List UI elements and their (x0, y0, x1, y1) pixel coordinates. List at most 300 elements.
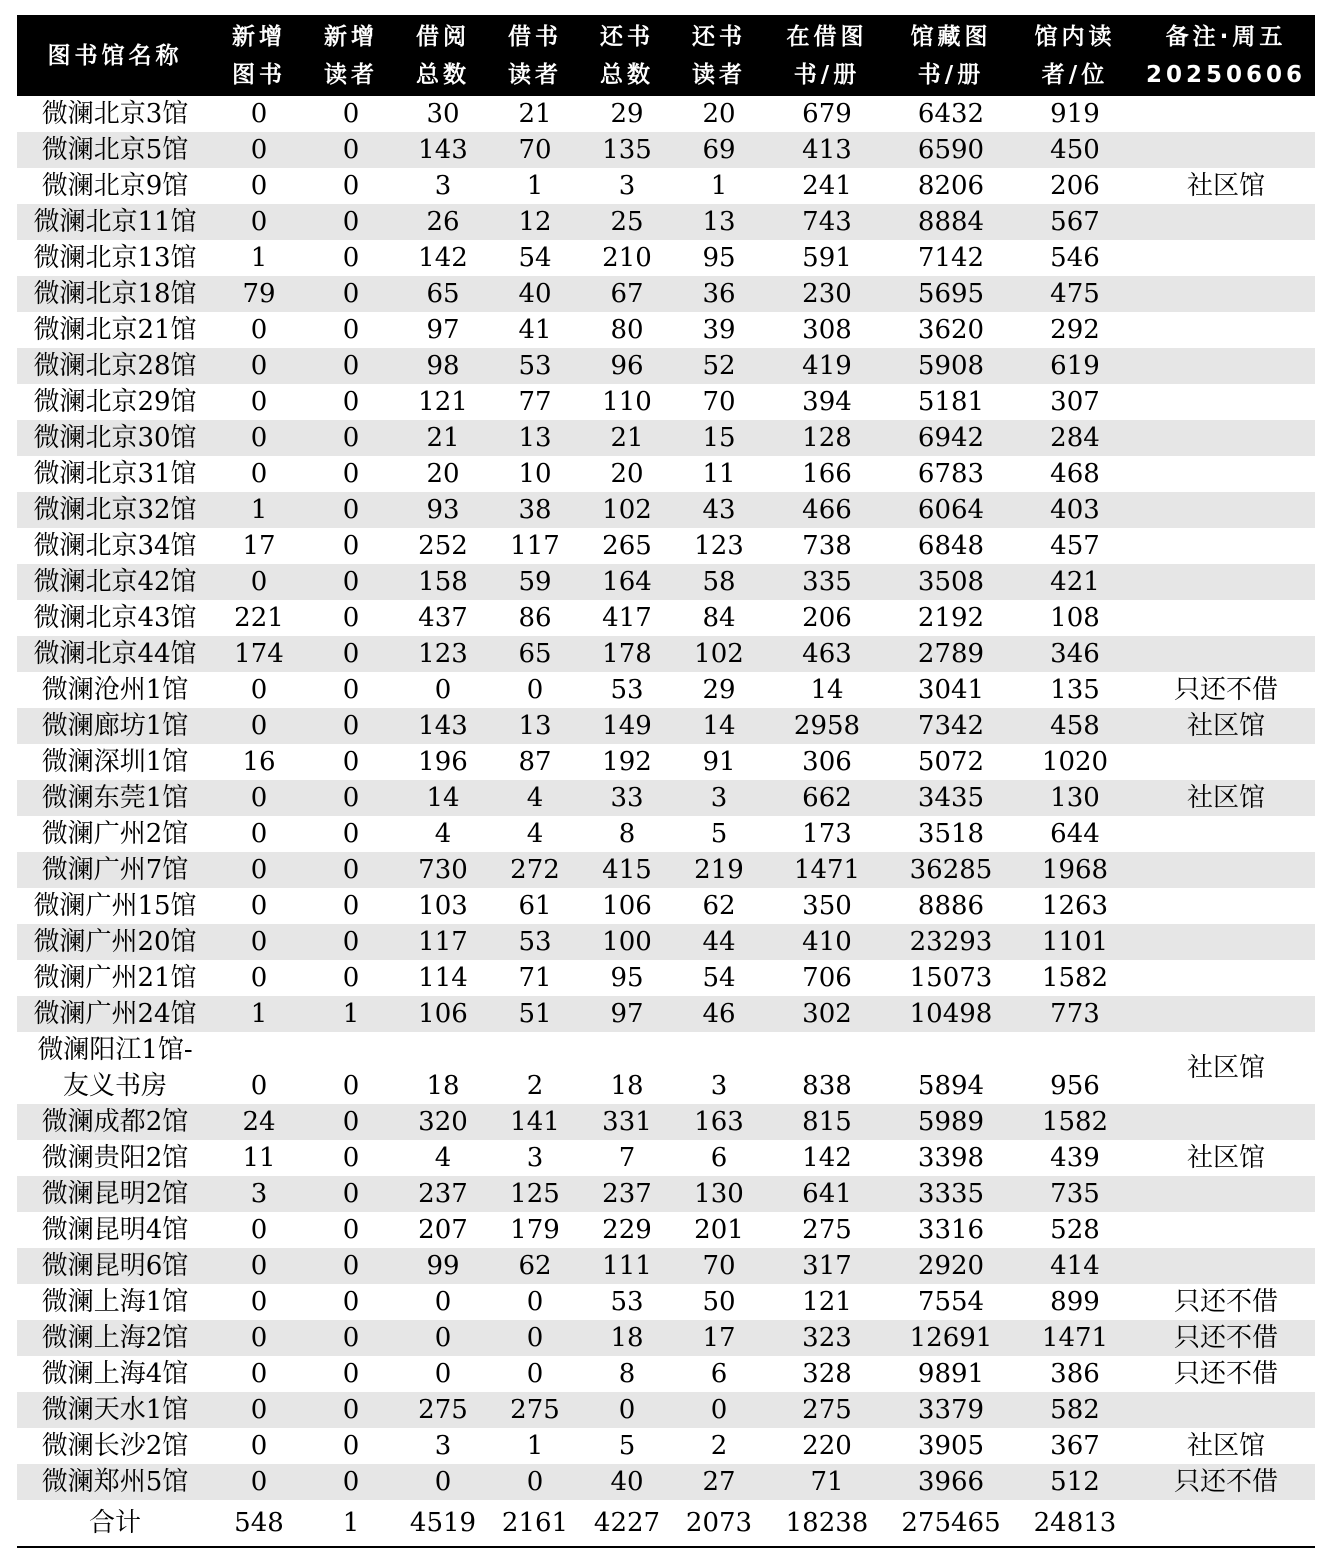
value-cell: 0 (250, 1359, 268, 1389)
value-cell: 5989 (889, 1104, 1013, 1140)
value-cell: 306 (802, 747, 852, 777)
value-cell: 367 (1050, 1431, 1100, 1461)
value-cell: 58 (673, 564, 765, 600)
value-cell: 0 (305, 1248, 397, 1284)
value-cell: 117 (397, 924, 489, 960)
library-name: 微澜北京13馆 (33, 243, 197, 273)
library-name-cell (17, 1104, 213, 1140)
column-header-line: 借书 (508, 23, 562, 50)
table-row (17, 168, 1315, 204)
value-cell: 1 (526, 171, 544, 201)
value-cell: 59 (489, 564, 581, 600)
total-value-cell: 24813 (1013, 1500, 1137, 1547)
table-row (17, 276, 1315, 312)
value-cell: 415 (581, 852, 673, 888)
value-cell: 207 (418, 1215, 468, 1245)
value-cell: 386 (1050, 1359, 1100, 1389)
library-name-cell (17, 1248, 213, 1284)
value-cell: 143 (397, 708, 489, 744)
value-cell: 0 (213, 204, 305, 240)
value-cell: 241 (802, 171, 852, 201)
value-cell: 307 (1050, 387, 1100, 417)
value-cell: 237 (397, 1176, 489, 1212)
library-name: 微澜北京43馆 (33, 603, 197, 633)
value-cell: 0 (213, 780, 305, 816)
value-cell: 3518 (917, 819, 985, 849)
column-header-line: 书/册 (793, 61, 861, 88)
value-cell: 8 (618, 819, 636, 849)
value-cell: 86 (518, 603, 552, 633)
value-cell: 1968 (1013, 852, 1137, 888)
note-cell (1137, 744, 1315, 780)
value-cell: 0 (342, 603, 360, 633)
value-cell: 437 (418, 603, 468, 633)
table-row (17, 636, 1315, 672)
value-cell: 0 (342, 171, 360, 201)
value-cell: 50 (702, 1287, 736, 1317)
value-cell: 0 (305, 924, 397, 960)
value-cell: 3316 (917, 1215, 985, 1245)
value-cell: 114 (418, 963, 468, 993)
value-cell: 0 (673, 1392, 765, 1428)
value-cell: 52 (673, 348, 765, 384)
value-cell: 21 (518, 99, 552, 129)
value-cell: 417 (602, 603, 652, 633)
library-name-cell (17, 384, 213, 420)
value-cell: 0 (342, 819, 360, 849)
library-name-cell (17, 960, 213, 996)
column-header-line: 读者 (508, 61, 562, 88)
value-cell: 0 (526, 675, 544, 705)
value-cell: 414 (1013, 1248, 1137, 1284)
library-name: 微澜成都2馆 (41, 1107, 189, 1137)
column-header-line: 图书 (232, 61, 286, 88)
library-name: 微澜深圳1馆 (41, 747, 189, 777)
value-cell: 421 (1013, 564, 1137, 600)
value-cell: 0 (526, 1287, 544, 1317)
table-row (17, 1176, 1315, 1212)
value-cell: 275 (765, 1392, 889, 1428)
column-header-line: 20250606 (1145, 61, 1307, 88)
value-cell: 7554 (917, 1287, 985, 1317)
value-cell: 292 (1050, 315, 1100, 345)
column-header (213, 15, 305, 96)
value-cell: 18 (581, 1320, 673, 1356)
value-cell: 0 (213, 564, 305, 600)
value-cell: 3041 (917, 675, 985, 705)
value-cell: 98 (397, 348, 489, 384)
value-cell: 730 (397, 852, 489, 888)
value-cell: 11 (702, 459, 736, 489)
value-cell: 335 (765, 564, 889, 600)
value-cell: 46 (673, 996, 765, 1032)
value-cell: 0 (305, 276, 397, 312)
value-cell: 466 (765, 492, 889, 528)
value-cell: 5072 (917, 747, 985, 777)
library-name-cell (17, 168, 213, 204)
library-name: 微澜广州15馆 (33, 891, 197, 921)
note-cell: 社区馆 (1186, 1053, 1265, 1083)
value-cell: 0 (305, 204, 397, 240)
table-row (17, 240, 1315, 276)
note-cell (1137, 600, 1315, 636)
table-row (17, 1212, 1315, 1248)
library-name: 微澜北京5馆 (41, 135, 189, 165)
value-cell: 0 (305, 132, 397, 168)
value-cell: 38 (489, 492, 581, 528)
library-name-cell (17, 1212, 213, 1248)
value-cell: 4 (526, 819, 544, 849)
table-row (17, 1104, 1315, 1140)
value-cell: 95 (610, 963, 644, 993)
value-cell: 0 (434, 1359, 452, 1389)
note-cell: 社区馆 (1137, 780, 1315, 816)
value-cell: 4 (489, 780, 581, 816)
note-cell (1137, 1104, 1315, 1140)
value-cell: 0 (213, 1248, 305, 1284)
column-header (17, 15, 213, 96)
column-header-line: 图书馆名称 (47, 42, 183, 69)
value-cell: 142 (802, 1143, 852, 1173)
value-cell: 174 (213, 636, 305, 672)
value-cell: 1101 (1013, 924, 1137, 960)
library-name: 微澜昆明4馆 (41, 1215, 189, 1245)
library-name: 微澜北京9馆 (41, 171, 189, 201)
value-cell: 106 (397, 996, 489, 1032)
value-cell: 6942 (889, 420, 1013, 456)
value-cell: 40 (581, 1464, 673, 1500)
value-cell: 1 (526, 1431, 544, 1461)
library-name-cell (17, 888, 213, 924)
library-name-cell (17, 852, 213, 888)
value-cell: 210 (602, 243, 652, 273)
value-cell: 838 (802, 1071, 852, 1101)
value-cell: 8 (618, 1359, 636, 1389)
library-stats-table (17, 15, 1315, 1548)
value-cell: 619 (1013, 348, 1137, 384)
value-cell: 5695 (889, 276, 1013, 312)
value-cell: 26 (397, 204, 489, 240)
value-cell: 0 (250, 315, 268, 345)
value-cell: 3435 (889, 780, 1013, 816)
value-cell: 9891 (917, 1359, 985, 1389)
library-name: 微澜广州21馆 (33, 963, 197, 993)
value-cell: 24 (213, 1104, 305, 1140)
value-cell: 0 (342, 1143, 360, 1173)
value-cell: 3966 (889, 1464, 1013, 1500)
value-cell: 77 (518, 387, 552, 417)
value-cell: 1471 (765, 852, 889, 888)
library-name: 微澜廊坊1馆 (41, 711, 189, 741)
library-name: 微澜北京34馆 (33, 531, 197, 561)
value-cell: 899 (1050, 1287, 1100, 1317)
value-cell: 65 (489, 636, 581, 672)
value-cell: 41 (518, 315, 552, 345)
total-row (17, 1500, 1315, 1547)
value-cell: 0 (250, 171, 268, 201)
value-cell: 0 (213, 420, 305, 456)
value-cell: 20 (702, 99, 736, 129)
value-cell: 591 (802, 243, 852, 273)
total-value-cell: 548 (213, 1500, 305, 1547)
value-cell: 108 (1050, 603, 1100, 633)
table-row (17, 1392, 1315, 1428)
value-cell: 121 (802, 1287, 852, 1317)
table-row (17, 1248, 1315, 1284)
total-value-cell: 275465 (889, 1500, 1013, 1547)
library-name-cell (17, 1356, 213, 1392)
library-name: 微澜天水1馆 (41, 1395, 189, 1425)
value-cell: 567 (1013, 204, 1137, 240)
table-row (17, 312, 1315, 348)
library-name: 微澜北京3馆 (41, 99, 189, 129)
value-cell: 25 (581, 204, 673, 240)
value-cell: 546 (1050, 243, 1100, 273)
value-cell: 221 (234, 603, 284, 633)
value-cell: 0 (434, 675, 452, 705)
note-cell (1137, 1176, 1315, 1212)
header-row (17, 15, 1315, 96)
library-name: 微澜上海2馆 (41, 1323, 189, 1353)
column-header-line: 馆内读 (1034, 23, 1116, 50)
value-cell: 0 (305, 420, 397, 456)
value-cell: 95 (702, 243, 736, 273)
value-cell: 475 (1013, 276, 1137, 312)
value-cell: 0 (213, 348, 305, 384)
note-cell (1137, 384, 1315, 420)
value-cell: 2920 (889, 1248, 1013, 1284)
value-cell: 394 (802, 387, 852, 417)
library-name: 微澜北京32馆 (33, 495, 197, 525)
library-stats-table-container (17, 15, 1315, 1548)
value-cell: 0 (305, 1104, 397, 1140)
library-name: 微澜阳江1馆- (37, 1035, 193, 1065)
value-cell: 1020 (1041, 747, 1109, 777)
value-cell: 738 (802, 531, 852, 561)
note-cell: 社区馆 (1186, 1431, 1265, 1461)
value-cell: 14 (673, 708, 765, 744)
value-cell: 6783 (917, 459, 985, 489)
value-cell: 91 (702, 747, 736, 777)
library-name: 微澜长沙2馆 (41, 1431, 189, 1461)
value-cell: 1 (250, 243, 268, 273)
value-cell: 3 (673, 780, 765, 816)
library-name-cell (17, 240, 213, 276)
value-cell: 6064 (889, 492, 1013, 528)
value-cell: 0 (213, 1320, 305, 1356)
value-cell: 0 (397, 1464, 489, 1500)
value-cell: 123 (694, 531, 744, 561)
value-cell: 70 (489, 132, 581, 168)
value-cell: 40 (489, 276, 581, 312)
value-cell: 10498 (889, 996, 1013, 1032)
note-cell (1137, 492, 1315, 528)
value-cell: 0 (342, 747, 360, 777)
value-cell: 44 (673, 924, 765, 960)
value-cell: 206 (802, 603, 852, 633)
library-name-cell (17, 636, 213, 672)
value-cell: 3398 (917, 1143, 985, 1173)
value-cell: 192 (602, 747, 652, 777)
value-cell: 346 (1013, 636, 1137, 672)
value-cell: 2192 (917, 603, 985, 633)
value-cell: 128 (765, 420, 889, 456)
value-cell: 1263 (1041, 891, 1109, 921)
value-cell: 0 (342, 315, 360, 345)
value-cell: 0 (213, 1464, 305, 1500)
value-cell: 97 (426, 315, 460, 345)
value-cell: 6 (710, 1359, 728, 1389)
value-cell: 662 (765, 780, 889, 816)
value-cell: 0 (342, 387, 360, 417)
value-cell: 110 (602, 387, 652, 417)
value-cell: 1 (213, 492, 305, 528)
value-cell: 21 (581, 420, 673, 456)
value-cell: 53 (610, 1287, 644, 1317)
value-cell: 206 (1050, 171, 1100, 201)
value-cell: 237 (581, 1176, 673, 1212)
library-name: 微澜北京31馆 (33, 459, 197, 489)
total-value-cell: 18238 (765, 1500, 889, 1547)
value-cell: 919 (1050, 99, 1100, 129)
value-cell: 10 (518, 459, 552, 489)
value-cell: 328 (802, 1359, 852, 1389)
value-cell: 0 (305, 348, 397, 384)
value-cell: 158 (397, 564, 489, 600)
value-cell: 0 (250, 819, 268, 849)
value-cell: 69 (673, 132, 765, 168)
value-cell: 3 (618, 171, 636, 201)
library-name-cell (17, 1320, 213, 1356)
value-cell: 99 (397, 1248, 489, 1284)
value-cell: 641 (765, 1176, 889, 1212)
column-header (581, 15, 673, 96)
library-name-cell (17, 312, 213, 348)
value-cell: 0 (305, 564, 397, 600)
value-cell: 29 (702, 675, 736, 705)
table-row (17, 996, 1315, 1032)
value-cell: 80 (610, 315, 644, 345)
column-header-line: 者/位 (1041, 61, 1109, 88)
value-cell: 21 (397, 420, 489, 456)
library-name: 微澜郑州5馆 (41, 1467, 189, 1497)
value-cell: 33 (581, 780, 673, 816)
value-cell: 3379 (889, 1392, 1013, 1428)
column-header (1013, 15, 1137, 96)
value-cell: 5894 (917, 1071, 985, 1101)
value-cell: 0 (250, 1431, 268, 1461)
value-cell: 4 (434, 819, 452, 849)
value-cell: 0 (342, 1431, 360, 1461)
value-cell: 0 (489, 1320, 581, 1356)
value-cell: 3905 (917, 1431, 985, 1461)
table-row (17, 960, 1315, 996)
value-cell: 1 (305, 996, 397, 1032)
total-value-cell: 1 (305, 1500, 397, 1547)
table-row (17, 96, 1315, 132)
value-cell: 413 (765, 132, 889, 168)
library-name-cell (17, 276, 213, 312)
total-value-cell: 4227 (581, 1500, 673, 1547)
value-cell: 3335 (889, 1176, 1013, 1212)
value-cell: 0 (342, 1359, 360, 1389)
value-cell: 0 (342, 963, 360, 993)
total-note-cell (1137, 1500, 1315, 1547)
value-cell: 5908 (889, 348, 1013, 384)
table-row (17, 1140, 1315, 1176)
column-header-line: 读者 (324, 61, 378, 88)
value-cell: 15073 (909, 963, 993, 993)
value-cell: 65 (397, 276, 489, 312)
value-cell: 30 (426, 99, 460, 129)
value-cell: 164 (581, 564, 673, 600)
value-cell: 0 (342, 459, 360, 489)
table-header (17, 15, 1315, 96)
value-cell: 6432 (917, 99, 985, 129)
table-row (17, 384, 1315, 420)
value-cell: 331 (581, 1104, 673, 1140)
value-cell: 0 (213, 924, 305, 960)
value-cell: 102 (581, 492, 673, 528)
value-cell: 27 (673, 1464, 765, 1500)
value-cell: 2789 (889, 636, 1013, 672)
value-cell: 12 (489, 204, 581, 240)
note-cell (1137, 636, 1315, 672)
library-name: 微澜东莞1馆 (41, 783, 189, 813)
value-cell: 0 (342, 675, 360, 705)
library-name: 微澜北京21馆 (33, 315, 197, 345)
value-cell: 0 (305, 1392, 397, 1428)
column-header-line: 总数 (416, 61, 470, 88)
value-cell: 103 (418, 891, 468, 921)
value-cell: 93 (397, 492, 489, 528)
value-cell: 70 (673, 1248, 765, 1284)
total-value-cell: 2161 (489, 1500, 581, 1547)
column-header (673, 15, 765, 96)
value-cell: 135 (1050, 675, 1100, 705)
value-cell: 0 (213, 852, 305, 888)
note-cell: 只还不借 (1137, 1320, 1315, 1356)
note-cell (1137, 1392, 1315, 1428)
value-cell: 439 (1050, 1143, 1100, 1173)
value-cell: 6848 (917, 531, 985, 561)
library-name: 微澜广州2馆 (41, 819, 189, 849)
value-cell: 16 (242, 747, 276, 777)
value-cell: 3620 (917, 315, 985, 345)
column-header (765, 15, 889, 96)
note-cell (1137, 312, 1315, 348)
total-value-cell: 4519 (397, 1500, 489, 1547)
table-row (17, 816, 1315, 852)
value-cell: 6590 (889, 132, 1013, 168)
value-cell: 0 (342, 99, 360, 129)
value-cell: 70 (702, 387, 736, 417)
value-cell: 102 (673, 636, 765, 672)
table-row (17, 852, 1315, 888)
value-cell: 0 (250, 99, 268, 129)
value-cell: 4 (434, 1143, 452, 1173)
table-row (17, 672, 1315, 708)
value-cell: 284 (1013, 420, 1137, 456)
note-cell (1137, 1248, 1315, 1284)
note-cell (1137, 132, 1315, 168)
value-cell: 141 (489, 1104, 581, 1140)
value-cell: 54 (518, 243, 552, 273)
value-cell: 51 (489, 996, 581, 1032)
value-cell: 163 (673, 1104, 765, 1140)
column-header-line: 新增 (324, 23, 378, 50)
library-name-cell (17, 816, 213, 852)
